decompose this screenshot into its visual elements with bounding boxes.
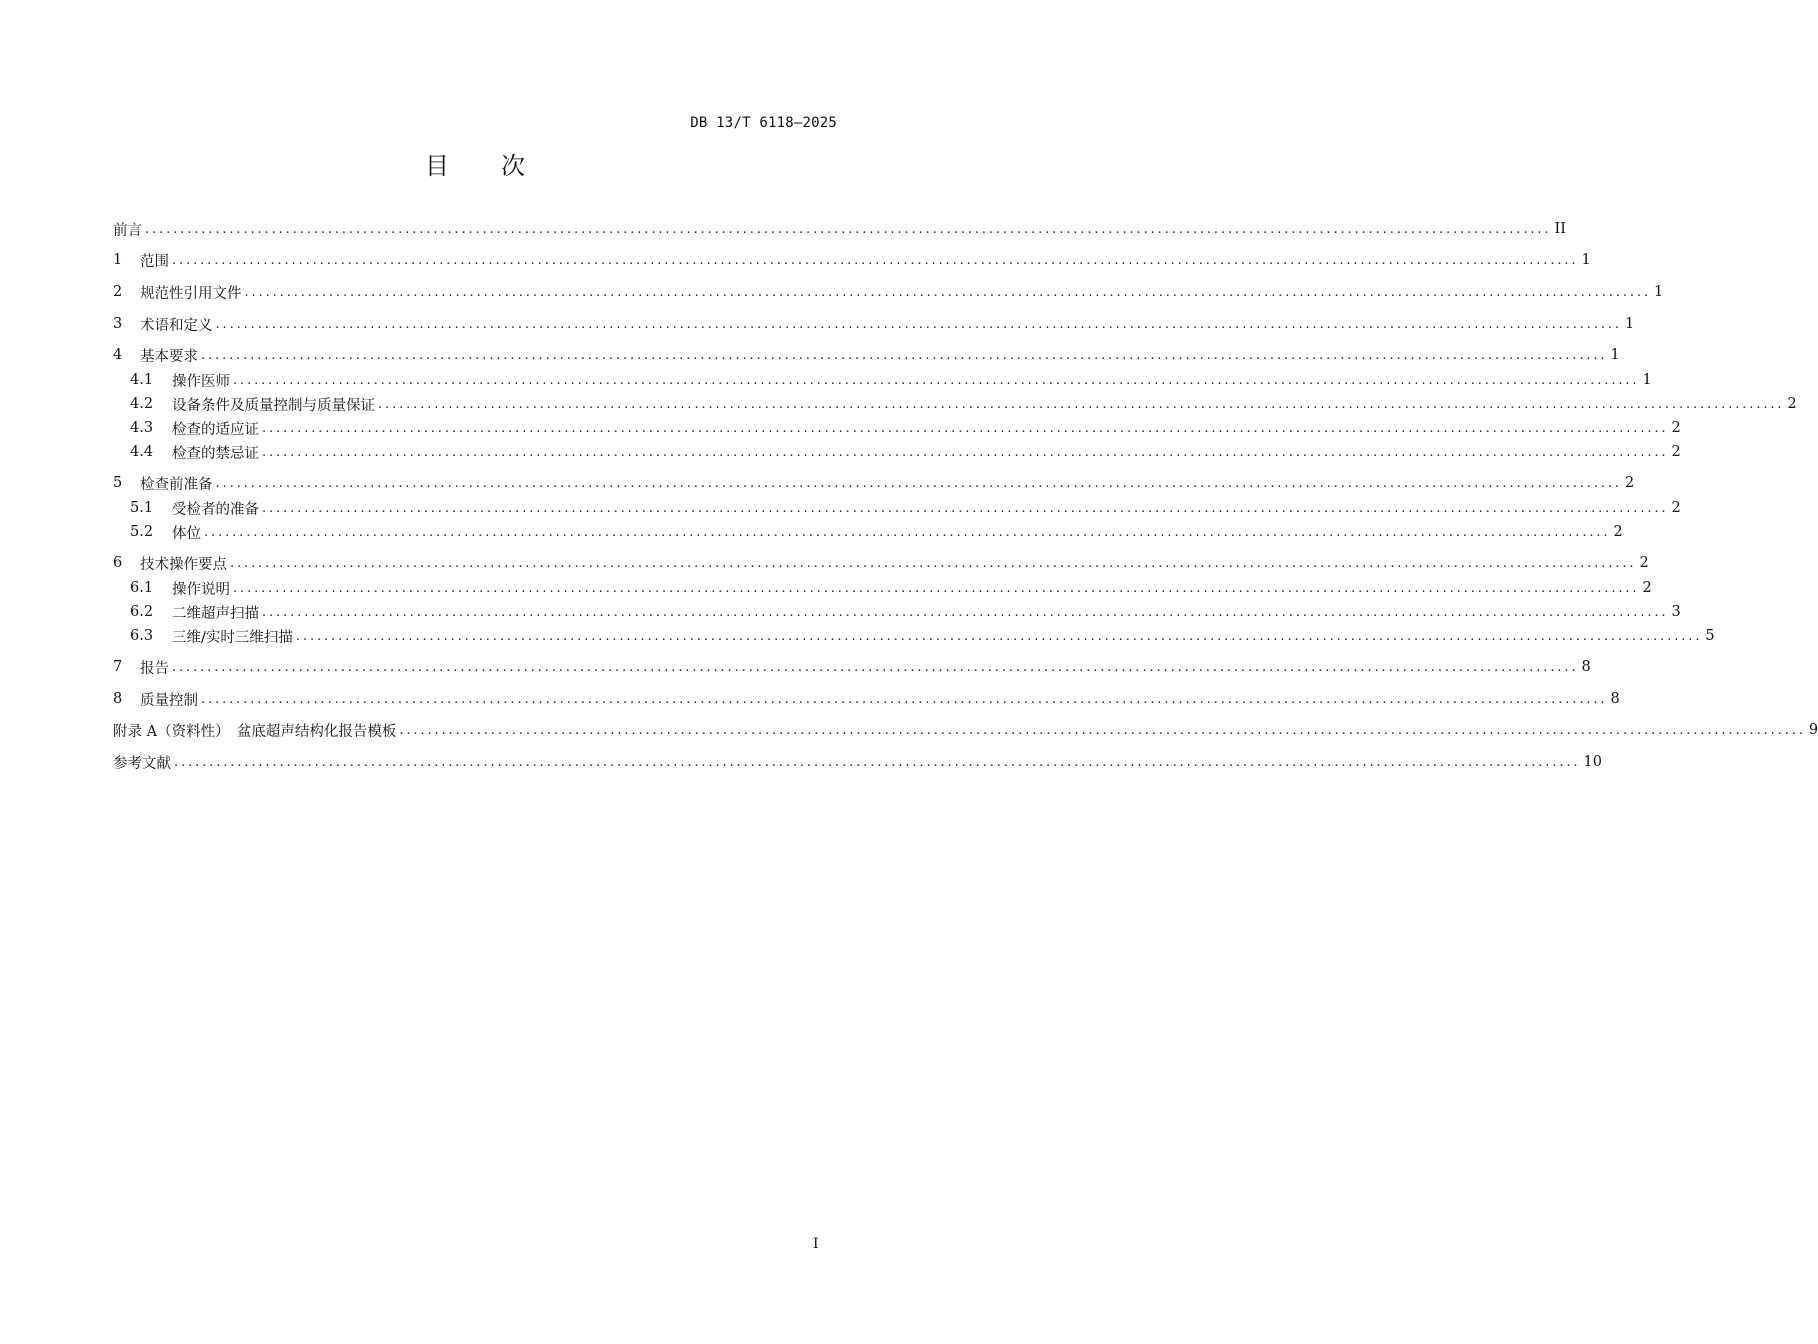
toc-entry[interactable]	[113, 656, 1591, 678]
toc-leader-dots: ........................................................................................................................................................................................................	[145, 221, 1552, 237]
toc-entry-number: 8	[113, 691, 123, 707]
toc-entry-number: 1	[113, 252, 123, 268]
toc-entry[interactable]	[130, 601, 1681, 623]
toc-leader-dots: ........................................................................................................................................................................................................	[262, 444, 1669, 460]
toc-entry-number: 4.2	[130, 396, 154, 412]
toc-entry-page: 10	[1583, 754, 1602, 770]
toc-entry-label: 受检者的准备	[172, 501, 259, 518]
toc-entry-page: 5	[1705, 628, 1715, 644]
toc-entry-number: 4.4	[130, 444, 154, 460]
toc-entry[interactable]	[130, 497, 1681, 519]
toc-leader-dots: ........................................................................................................................................................................................................	[172, 659, 1579, 675]
toc-leader-dots: ........................................................................................................................................................................................................	[262, 420, 1669, 436]
toc-entry-page: 1	[1642, 372, 1652, 388]
toc-entry-label: 范围	[140, 253, 169, 270]
toc-entry-label: 操作医师	[172, 373, 230, 390]
toc-entry-page: 2	[1624, 475, 1635, 491]
toc-leader-dots: ........................................................................................................................................................................................................	[378, 396, 1785, 412]
toc-entry-label: 附录 A（资料性） 盆底超声结构化报告模板	[113, 723, 397, 740]
page-title: 目次	[425, 152, 577, 180]
toc-entry-label: 前言	[113, 222, 142, 239]
toc-entry-number: 4.3	[130, 420, 154, 436]
toc-leader-dots: ........................................................................................................................................................................................................	[399, 722, 1806, 738]
toc-entry-page: 1	[1610, 347, 1620, 363]
toc-entry[interactable]	[130, 577, 1652, 599]
toc-entry[interactable]	[130, 521, 1623, 543]
toc-leader-dots: ........................................................................................................................................................................................................	[201, 691, 1608, 707]
toc-leader-dots: ........................................................................................................................................................................................................	[215, 475, 1622, 491]
toc-entry-number: 6.2	[130, 604, 154, 620]
toc-entry-label: 二维超声扫描	[172, 605, 259, 622]
toc-leader-dots: ........................................................................................................................................................................................................	[262, 500, 1669, 516]
toc-entry-label: 规范性引用文件	[140, 285, 242, 302]
toc-entry[interactable]	[113, 313, 1635, 335]
toc-leader-dots: ........................................................................................................................................................................................................	[295, 628, 1703, 644]
toc-entry-number: 6	[113, 555, 123, 571]
toc-entry-page: 1	[1624, 316, 1635, 332]
toc-entry-page: 8	[1581, 659, 1591, 675]
toc-entry-page: 8	[1610, 691, 1620, 707]
toc-entry-label: 基本要求	[140, 348, 198, 365]
toc-entry[interactable]	[130, 625, 1715, 647]
toc-entry[interactable]	[113, 472, 1635, 494]
toc-entry[interactable]	[130, 417, 1681, 439]
toc-entry-number: 6.3	[130, 628, 154, 644]
toc-entry-number: 2	[113, 284, 123, 300]
toc-entry-label: 术语和定义	[140, 317, 213, 334]
toc-entry-label: 体位	[172, 525, 201, 542]
toc-entry[interactable]	[113, 249, 1591, 271]
toc-entry-page: 2	[1671, 444, 1681, 460]
toc-entry-label: 操作说明	[172, 581, 230, 598]
toc-leader-dots: ........................................................................................................................................................................................................	[201, 347, 1608, 363]
toc-entry[interactable]	[113, 688, 1620, 710]
toc-entry-label: 检查的禁忌证	[172, 445, 259, 462]
toc-entry-label: 三维/实时三维扫描	[172, 629, 293, 646]
page-number: I	[813, 1236, 819, 1252]
toc-entry[interactable]	[130, 369, 1652, 391]
toc-leader-dots: ........................................................................................................................................................................................................	[233, 372, 1640, 388]
toc-entry-number: 5.2	[130, 524, 154, 540]
toc-entry-number: 7	[113, 659, 123, 675]
toc-leader-dots: ........................................................................................................................................................................................................	[204, 524, 1611, 540]
toc-leader-dots: ........................................................................................................................................................................................................	[174, 754, 1581, 770]
toc-entry-number: 5	[113, 475, 123, 491]
document-code: DB 13/T 6118—2025	[690, 115, 837, 131]
toc-entry-page: 2	[1671, 500, 1681, 516]
toc-leader-dots: ........................................................................................................................................................................................................	[262, 604, 1669, 620]
toc-entry-label: 检查前准备	[140, 476, 213, 493]
toc-entry-page: 3	[1671, 604, 1681, 620]
toc-entry[interactable]	[113, 281, 1664, 303]
toc-entry-page: 9	[1808, 722, 1818, 738]
toc-entry[interactable]	[113, 344, 1620, 366]
toc-entry-page: 2	[1671, 420, 1681, 436]
toc-leader-dots: ........................................................................................................................................................................................................	[244, 284, 1651, 300]
toc-entry-number: 6.1	[130, 580, 154, 596]
toc-entry-page: 2	[1639, 555, 1649, 571]
toc-entry-number: 4	[113, 347, 123, 363]
toc-entry-label: 报告	[140, 660, 169, 677]
toc-entry-page: II	[1554, 221, 1566, 237]
toc-entry-label: 质量控制	[140, 692, 198, 709]
toc-entry-page: 1	[1581, 252, 1591, 268]
toc-entry[interactable]	[130, 441, 1681, 463]
toc-leader-dots: ........................................................................................................................................................................................................	[233, 580, 1640, 596]
toc-leader-dots: ........................................................................................................................................................................................................	[215, 316, 1622, 332]
toc-leader-dots: ........................................................................................................................................................................................................	[230, 555, 1637, 571]
toc-leader-dots: ........................................................................................................................................................................................................	[172, 252, 1579, 268]
toc-entry-number: 5.1	[130, 500, 154, 516]
toc-entry[interactable]	[130, 393, 1797, 415]
toc-entry-page: 2	[1787, 396, 1797, 412]
toc-entry-page: 1	[1653, 284, 1664, 300]
toc-entry-label: 设备条件及质量控制与质量保证	[172, 397, 375, 414]
toc-entry[interactable]	[113, 751, 1602, 773]
toc-entry-page: 2	[1642, 580, 1652, 596]
toc-entry-label: 技术操作要点	[140, 556, 227, 573]
toc-entry-number: 3	[113, 316, 123, 332]
toc-entry-number: 4.1	[130, 372, 154, 388]
toc-entry-label: 参考文献	[113, 755, 171, 772]
toc-entry[interactable]	[113, 552, 1649, 574]
toc-entry[interactable]	[113, 218, 1566, 240]
toc-entry-label: 检查的适应证	[172, 421, 259, 438]
toc-entry[interactable]	[113, 719, 1818, 741]
toc-entry-page: 2	[1613, 524, 1623, 540]
